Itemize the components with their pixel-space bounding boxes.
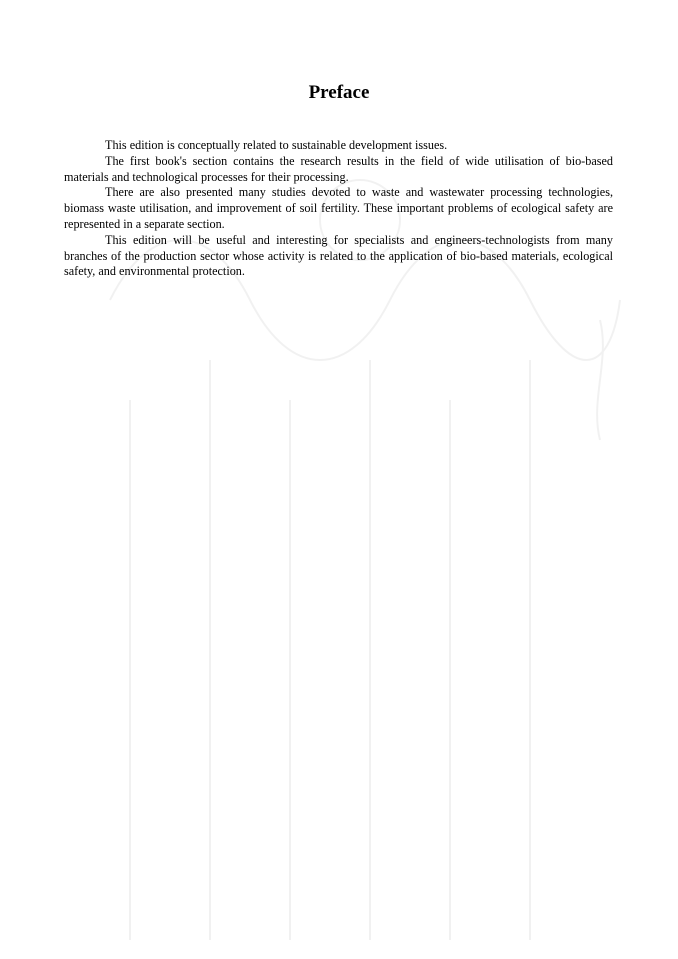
paragraph: The first book's section contains the research results in the field of wide utilisation of bio-based materials and technological processes for their processing.: [64, 153, 613, 184]
page-title: Preface: [308, 82, 370, 103]
paragraph: This edition is conceptually related to sustainable development issues.: [105, 138, 448, 152]
paragraph: This edition will be useful and interesting for specialists and engineers-technologists from many branches of the production sector whose activity is related to the application of bio-based materials, ecological safety, and environmental protection.: [64, 232, 613, 279]
paragraph: There are also presented many studies devoted to waste and wastewater processing technologies, biomass waste utilisation, and improvement of soil fertility. These important problems of ecological safety are represented in a separate section.: [64, 185, 613, 231]
preface-body: [64, 138, 613, 280]
